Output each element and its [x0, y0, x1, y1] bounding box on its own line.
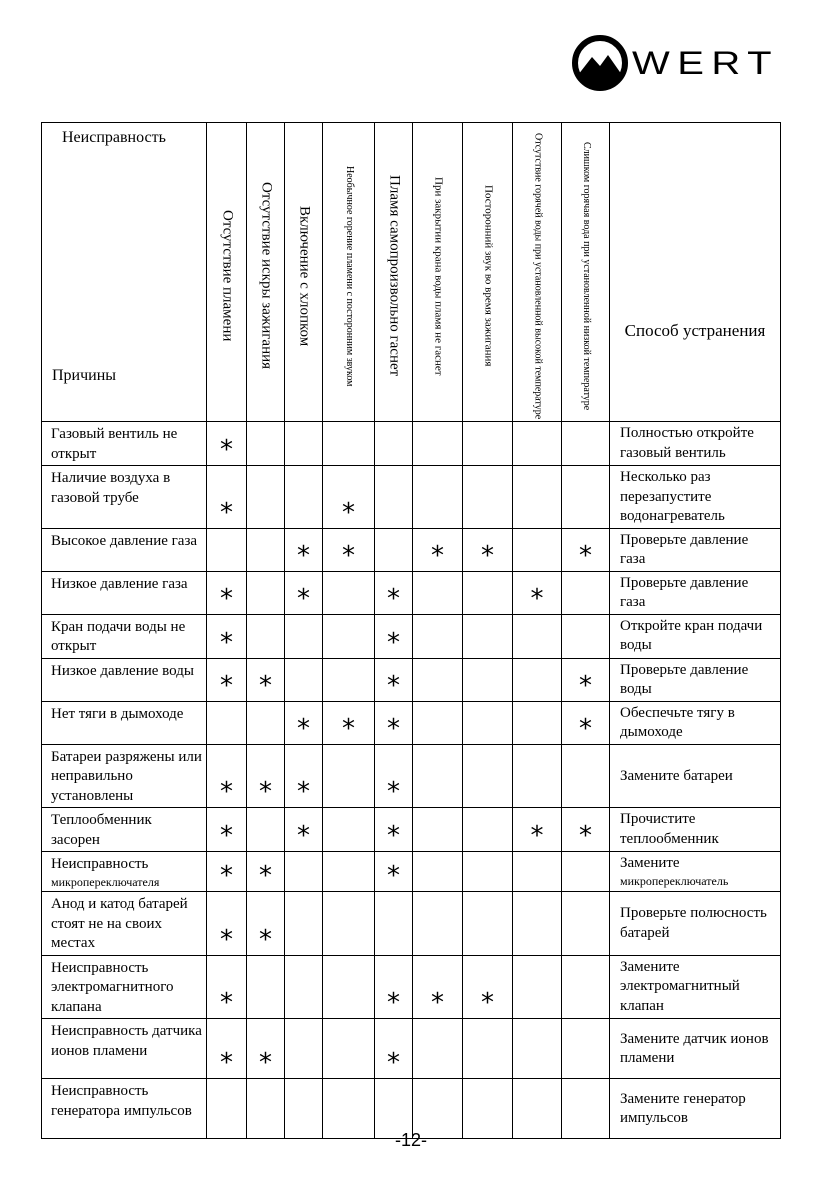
- table-row: [42, 658, 781, 701]
- symptom-header-9: [562, 123, 610, 422]
- mark-cell: [207, 528, 247, 571]
- cause-cell: Неисправность электромагнитного клапана: [42, 955, 207, 1019]
- mark-cell: [375, 571, 413, 614]
- mark-cell: [513, 955, 562, 1019]
- mark-cell: [562, 892, 610, 956]
- mark-cell: [562, 528, 610, 571]
- mark-cell: [207, 1019, 247, 1079]
- wert-logo: [570, 33, 785, 93]
- mark-cell: [207, 744, 247, 808]
- mark-cell: [513, 1019, 562, 1079]
- mark-cell: [413, 808, 463, 852]
- table-row: [42, 1019, 781, 1079]
- mark-cell: [463, 701, 513, 744]
- table-row: [42, 955, 781, 1019]
- logo-text: WERT: [632, 45, 780, 81]
- mark-cell: [463, 955, 513, 1019]
- mark-cell: [562, 466, 610, 529]
- symptom-header-5: [375, 123, 413, 422]
- asterisk-mark: *: [387, 821, 400, 851]
- asterisk-mark: *: [342, 540, 355, 571]
- mark-cell: [207, 422, 247, 466]
- remedy-line: микропереключатель: [620, 873, 729, 888]
- mark-cell: [247, 744, 285, 808]
- troubleshooting-table: [41, 122, 781, 1139]
- mark-cell: [463, 658, 513, 701]
- remedy-cell: Замените генератор импульсов: [610, 1079, 781, 1139]
- asterisk-mark: *: [220, 670, 233, 701]
- remedy-cell: Замените электромагнитный клапан: [610, 955, 781, 1019]
- asterisk-mark: *: [259, 924, 272, 955]
- mark-cell: [562, 701, 610, 744]
- mark-cell: [285, 422, 323, 466]
- causes-label: Причины: [52, 367, 117, 384]
- mark-cell: [375, 852, 413, 892]
- mark-cell: [247, 852, 285, 892]
- asterisk-mark: *: [431, 540, 444, 571]
- mark-cell: [323, 852, 375, 892]
- cause-cell: Неисправность генератора импульсов: [42, 1079, 207, 1139]
- symptom-header-4: [323, 123, 375, 422]
- mark-cell: [562, 422, 610, 466]
- mark-cell: [323, 808, 375, 852]
- asterisk-mark: *: [259, 670, 272, 701]
- asterisk-mark: *: [481, 540, 494, 571]
- mark-cell: [207, 614, 247, 658]
- mark-cell: [323, 571, 375, 614]
- symptom-header-8: [513, 123, 562, 422]
- remedy-cell: Проверьте давление газа: [610, 571, 781, 614]
- mountain-logo-icon: [570, 33, 630, 93]
- mark-cell: [323, 701, 375, 744]
- mark-cell: [463, 808, 513, 852]
- mark-cell: [375, 528, 413, 571]
- mark-cell: [285, 744, 323, 808]
- mark-cell: [285, 614, 323, 658]
- mark-cell: [513, 701, 562, 744]
- symptom-label: Слишком горячая вода при установленной низкой температуре: [580, 141, 592, 411]
- mark-cell: [413, 744, 463, 808]
- asterisk-mark: *: [387, 861, 400, 892]
- remedy-cell: Проверьте давление воды: [610, 658, 781, 701]
- asterisk-mark: *: [387, 988, 400, 1019]
- mark-cell: [323, 528, 375, 571]
- remedy-cell: [610, 852, 781, 892]
- mark-cell: [247, 466, 285, 529]
- mark-cell: [247, 571, 285, 614]
- symptom-label: Необычное горение пламени с посторонним звуком: [343, 165, 355, 387]
- asterisk-mark: *: [220, 583, 233, 614]
- mark-cell: [413, 466, 463, 529]
- asterisk-mark: *: [387, 713, 400, 744]
- asterisk-mark: *: [530, 583, 544, 614]
- mark-cell: [323, 1019, 375, 1079]
- mark-cell: [207, 955, 247, 1019]
- mark-cell: [285, 808, 323, 852]
- mark-cell: [513, 571, 562, 614]
- symptom-label: При закрытии крана воды пламя не гаснет: [432, 176, 445, 376]
- table-row: [42, 422, 781, 466]
- mark-cell: [247, 528, 285, 571]
- remedy-cell: Полностью откройте газовый вентиль: [610, 422, 781, 466]
- mark-cell: [463, 528, 513, 571]
- asterisk-mark: *: [579, 713, 592, 744]
- cause-line: микропереключателя: [51, 874, 160, 889]
- mark-cell: [463, 744, 513, 808]
- mark-cell: [323, 892, 375, 956]
- table-row: [42, 571, 781, 614]
- symptom-label: Отсутствие пламени: [219, 210, 236, 342]
- mark-cell: [413, 528, 463, 571]
- asterisk-mark: *: [220, 821, 233, 851]
- mark-cell: [375, 744, 413, 808]
- mark-cell: [285, 955, 323, 1019]
- mark-cell: [285, 892, 323, 956]
- symptom-label: Посторонний звук во время зажигания: [482, 185, 495, 367]
- mark-cell: [413, 571, 463, 614]
- mark-cell: [513, 466, 562, 529]
- mark-cell: [513, 528, 562, 571]
- mark-cell: [413, 1019, 463, 1079]
- mark-cell: [375, 658, 413, 701]
- mark-cell: [463, 571, 513, 614]
- mark-cell: [562, 614, 610, 658]
- asterisk-mark: *: [530, 821, 544, 851]
- corner-cell: [42, 123, 207, 422]
- asterisk-mark: *: [579, 670, 592, 701]
- asterisk-mark: *: [481, 988, 494, 1019]
- mark-cell: [285, 571, 323, 614]
- symptom-label: Пламя самопроизвольно гаснет: [386, 175, 403, 377]
- mark-cell: [375, 701, 413, 744]
- mark-cell: [247, 614, 285, 658]
- cause-cell: Анод и катод батарей стоят не на своих местах: [42, 892, 207, 956]
- table-body: [42, 422, 781, 1139]
- mark-cell: [463, 614, 513, 658]
- mark-cell: [463, 1019, 513, 1079]
- table-row: [42, 701, 781, 744]
- table-row: [42, 852, 781, 892]
- asterisk-mark: *: [579, 821, 592, 851]
- mark-cell: [413, 614, 463, 658]
- mark-cell: [513, 614, 562, 658]
- mark-cell: [562, 1019, 610, 1079]
- cause-cell: Низкое давление газа: [42, 571, 207, 614]
- mark-cell: [463, 852, 513, 892]
- mark-cell: [562, 852, 610, 892]
- mark-cell: [247, 1019, 285, 1079]
- table-row: [42, 528, 781, 571]
- asterisk-mark: *: [387, 627, 400, 658]
- mark-cell: [285, 852, 323, 892]
- asterisk-mark: *: [297, 713, 310, 744]
- asterisk-mark: *: [387, 777, 400, 807]
- cause-cell: Нет тяги в дымоходе: [42, 701, 207, 744]
- table-row: [42, 892, 781, 956]
- asterisk-mark: *: [297, 540, 310, 571]
- remedy-cell: Откройте кран подачи воды: [610, 614, 781, 658]
- cause-line: Неисправность: [51, 856, 149, 872]
- mark-cell: [375, 1019, 413, 1079]
- mark-cell: [413, 852, 463, 892]
- cause-cell: Теплообменник засорен: [42, 808, 207, 852]
- mark-cell: [247, 701, 285, 744]
- mark-cell: [413, 955, 463, 1019]
- mark-cell: [562, 571, 610, 614]
- remedy-cell: Проверьте давление газа: [610, 528, 781, 571]
- mark-cell: [247, 892, 285, 956]
- asterisk-mark: *: [220, 497, 233, 528]
- mark-cell: [562, 955, 610, 1019]
- asterisk-mark: *: [579, 540, 592, 571]
- remedy-header-label: Способ устранения: [624, 320, 766, 340]
- cause-cell: Неисправность датчика ионов пламени: [42, 1019, 207, 1079]
- mark-cell: [323, 466, 375, 529]
- mark-cell: [413, 658, 463, 701]
- asterisk-mark: *: [387, 1048, 400, 1079]
- asterisk-mark: *: [297, 821, 310, 851]
- remedy-line: Замените: [620, 855, 680, 871]
- table-row: [42, 614, 781, 658]
- mark-cell: [207, 892, 247, 956]
- table-row: [42, 744, 781, 808]
- cause-cell: Наличие воздуха в газовой трубе: [42, 466, 207, 529]
- mark-cell: [413, 701, 463, 744]
- asterisk-mark: *: [220, 627, 233, 658]
- asterisk-mark: *: [259, 861, 272, 892]
- mark-cell: [513, 744, 562, 808]
- mark-cell: [323, 614, 375, 658]
- mark-cell: [247, 658, 285, 701]
- symptom-header-2: [247, 123, 285, 422]
- mark-cell: [285, 1019, 323, 1079]
- mark-cell: [413, 422, 463, 466]
- mark-cell: [463, 422, 513, 466]
- cause-cell: [42, 852, 207, 892]
- remedy-header: [610, 123, 781, 422]
- mark-cell: [207, 808, 247, 852]
- mark-cell: [513, 658, 562, 701]
- mark-cell: [285, 528, 323, 571]
- mark-cell: [323, 955, 375, 1019]
- asterisk-mark: *: [259, 1048, 272, 1079]
- mark-cell: [247, 955, 285, 1019]
- cause-cell: Высокое давление газа: [42, 528, 207, 571]
- mark-cell: [247, 808, 285, 852]
- mark-cell: [513, 892, 562, 956]
- asterisk-mark: *: [342, 713, 355, 744]
- table-row: [42, 808, 781, 852]
- mark-cell: [463, 466, 513, 529]
- cause-cell: Кран подачи воды не открыт: [42, 614, 207, 658]
- mark-cell: [375, 614, 413, 658]
- mark-cell: [413, 892, 463, 956]
- mark-cell: [562, 658, 610, 701]
- symptom-header-7: [463, 123, 513, 422]
- symptom-header-6: [413, 123, 463, 422]
- mark-cell: [562, 808, 610, 852]
- cause-cell: Батареи разряжены или неправильно установлены: [42, 744, 207, 808]
- asterisk-mark: *: [220, 1048, 233, 1079]
- mark-cell: [513, 852, 562, 892]
- mark-cell: [285, 658, 323, 701]
- asterisk-mark: *: [220, 777, 233, 807]
- mark-cell: [562, 744, 610, 808]
- table-row: [42, 466, 781, 529]
- asterisk-mark: *: [220, 861, 233, 892]
- remedy-cell: Замените датчик ионов пламени: [610, 1019, 781, 1079]
- mark-cell: [207, 658, 247, 701]
- mark-cell: [207, 571, 247, 614]
- asterisk-mark: *: [220, 435, 233, 465]
- remedy-cell: Несколько раз перезапустите водонагреватель: [610, 466, 781, 529]
- symptom-header-1: [207, 123, 247, 422]
- symptom-header-3: [285, 123, 323, 422]
- remedy-cell: Обеспечьте тягу в дымоходе: [610, 701, 781, 744]
- mark-cell: [375, 892, 413, 956]
- malfunction-label: Неисправность: [62, 129, 166, 146]
- remedy-cell: Замените батареи: [610, 744, 781, 808]
- mark-cell: [323, 744, 375, 808]
- mark-cell: [463, 892, 513, 956]
- asterisk-mark: *: [297, 583, 310, 614]
- symptom-label: Включение с хлопком: [296, 205, 313, 347]
- mark-cell: [323, 658, 375, 701]
- header-row: [42, 123, 781, 422]
- mark-cell: [323, 422, 375, 466]
- asterisk-mark: *: [297, 777, 310, 807]
- remedy-cell: Проверьте полюсность батарей: [610, 892, 781, 956]
- mark-cell: [247, 422, 285, 466]
- mark-cell: [513, 808, 562, 852]
- asterisk-mark: *: [259, 777, 272, 807]
- asterisk-mark: *: [220, 924, 233, 955]
- mark-cell: [375, 466, 413, 529]
- cause-cell: Газовый вентиль не открыт: [42, 422, 207, 466]
- asterisk-mark: *: [220, 988, 233, 1019]
- mark-cell: [513, 422, 562, 466]
- mark-cell: [375, 808, 413, 852]
- mark-cell: [375, 422, 413, 466]
- mark-cell: [285, 701, 323, 744]
- mark-cell: [207, 701, 247, 744]
- asterisk-mark: *: [387, 583, 400, 614]
- mark-cell: [375, 955, 413, 1019]
- symptom-label: Отсутствие искры зажигания: [258, 182, 275, 370]
- page-number: -12-: [394, 1130, 427, 1150]
- remedy-cell: Прочистите теплообменник: [610, 808, 781, 852]
- cause-cell: Низкое давление воды: [42, 658, 207, 701]
- mark-cell: [285, 466, 323, 529]
- mark-cell: [207, 466, 247, 529]
- symptom-label: Отсутствие горячей воды при установленной высокой температуре: [532, 132, 544, 420]
- mark-cell: [207, 852, 247, 892]
- asterisk-mark: *: [387, 670, 400, 701]
- asterisk-mark: *: [431, 988, 444, 1019]
- asterisk-mark: *: [342, 497, 355, 528]
